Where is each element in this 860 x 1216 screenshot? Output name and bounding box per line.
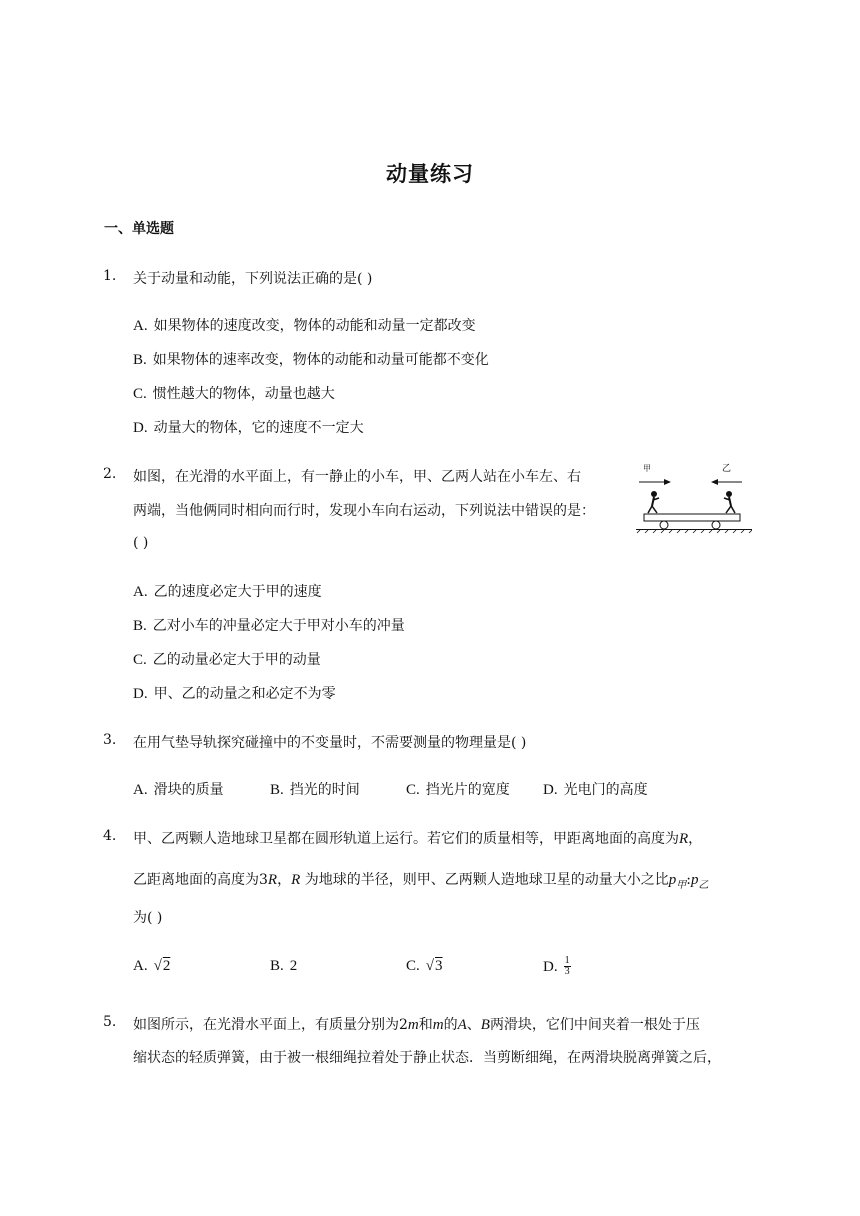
stem-text: 、 xyxy=(466,1017,481,1033)
stem-text: ， xyxy=(277,872,292,888)
question-stem: 在用气垫导轨探究碰撞中的不变量时，不需要测量的物理量是( ) xyxy=(133,735,527,751)
option-a xyxy=(133,581,322,601)
option-b xyxy=(133,349,489,369)
wheel-right xyxy=(712,521,720,529)
option-d xyxy=(543,779,648,799)
question-stem-line xyxy=(133,869,708,891)
page-title: 动量练习 xyxy=(386,162,474,186)
variable-m: m xyxy=(432,1017,444,1033)
option-text: 2 xyxy=(289,958,298,974)
option-text: 如果物体的速度改变，物体的动能和动量一定都改变 xyxy=(153,318,476,334)
option-label: B. xyxy=(133,352,147,368)
option-label: B. xyxy=(270,782,284,798)
fraction-denominator: 3 xyxy=(564,966,570,977)
option-label: A. xyxy=(133,318,148,334)
ratio-colon: : xyxy=(686,872,691,888)
option-c xyxy=(406,958,443,975)
variable-r: R xyxy=(679,831,689,847)
variable-r: R xyxy=(291,872,301,888)
question-stem-line: ( ) xyxy=(133,535,149,551)
option-label: D. xyxy=(133,686,148,702)
question-stem-line: 如图，在光滑的水平面上，有一静止的小车，甲、乙两人站在小车左、右 xyxy=(133,469,581,485)
cart-diagram xyxy=(636,462,752,534)
variable-r: R xyxy=(267,872,278,888)
variable-p: p xyxy=(668,872,677,888)
option-b xyxy=(270,779,360,799)
stem-text: 如图所示，在光滑水平面上，有质量分别为2 xyxy=(133,1017,408,1033)
ground-hatching xyxy=(637,530,752,533)
fraction xyxy=(564,956,571,977)
question-stem-line: 为( ) xyxy=(133,910,163,926)
subscript-jia: 甲 xyxy=(676,879,687,891)
option-label: B. xyxy=(133,618,147,634)
question-number: 5. xyxy=(103,1014,117,1030)
option-label: C. xyxy=(133,386,147,402)
subscript-yi: 乙 xyxy=(698,879,709,891)
option-c xyxy=(133,383,335,403)
option-d xyxy=(133,417,364,437)
section-heading: 一、单选题 xyxy=(104,221,174,237)
option-c xyxy=(133,649,321,669)
variable-b: B xyxy=(480,1017,490,1033)
figure-label-left: 甲 xyxy=(643,464,651,473)
sqrt-expression: √3 xyxy=(425,958,443,974)
variable-p: p xyxy=(690,872,699,888)
person-right-icon xyxy=(724,491,735,513)
stem-text: 为地球的半径，则甲、乙两颗人造地球卫星的动量大小之比 xyxy=(304,872,669,888)
variable-m: m xyxy=(407,1017,419,1033)
option-text: 如果物体的速率改变，物体的动能和动量可能都不变化 xyxy=(152,352,489,368)
arrow-right-icon xyxy=(639,479,671,485)
option-label: D. xyxy=(543,958,558,975)
question-number: 2. xyxy=(103,466,117,482)
option-text: 滑块的质量 xyxy=(153,782,224,798)
wheel-left xyxy=(660,521,668,529)
option-label: C. xyxy=(406,958,420,974)
variable-a: A xyxy=(457,1017,467,1033)
option-text: 甲、乙的动量之和必定不为零 xyxy=(153,686,336,702)
question-stem-line xyxy=(133,1014,700,1034)
question-stem: 关于动量和动能，下列说法正确的是( ) xyxy=(133,271,373,287)
option-text: 乙的动量必定大于甲的动量 xyxy=(152,652,321,668)
option-label: C. xyxy=(133,652,147,668)
stem-text: 的 xyxy=(443,1017,458,1033)
option-label: A. xyxy=(133,584,148,600)
option-a xyxy=(133,779,224,799)
question-stem-line: 缩状态的轻质弹簧，由于被一根细绳拉着处于静止状态．当剪断细绳，在两滑块脱离弹簧之后， xyxy=(133,1050,721,1066)
arrow-left-icon xyxy=(711,479,742,485)
option-a xyxy=(133,958,170,975)
question-number: 1. xyxy=(103,268,117,284)
question-number: 3. xyxy=(103,732,117,748)
option-label: A. xyxy=(133,958,148,974)
fraction-numerator: 1 xyxy=(564,955,570,966)
stem-text: ， xyxy=(688,831,703,847)
radicand: 3 xyxy=(435,958,443,974)
option-text: 乙对小车的冲量必定大于甲对小车的冲量 xyxy=(152,618,405,634)
option-label: C. xyxy=(406,782,420,798)
option-text: 挡光的时间 xyxy=(289,782,360,798)
option-c xyxy=(406,779,510,799)
option-text: 乙的速度必定大于甲的速度 xyxy=(153,584,322,600)
question-number: 4. xyxy=(103,828,117,844)
person-left-icon xyxy=(648,491,659,513)
figure-label-right: 乙 xyxy=(722,464,732,474)
option-text: 光电门的高度 xyxy=(563,782,648,798)
option-text: 惯性越大的物体，动量也越大 xyxy=(152,386,335,402)
option-text: 动量大的物体，它的速度不一定大 xyxy=(153,420,364,436)
option-label: A. xyxy=(133,782,148,798)
option-d xyxy=(543,956,571,977)
sqrt-expression: √2 xyxy=(153,958,171,974)
question-stem-line: 两端，当他俩同时相向而行时，发现小车向右运动，下列说法中错误的是： xyxy=(133,503,595,519)
option-label: B. xyxy=(270,958,284,974)
question-stem-line xyxy=(133,828,702,848)
option-label: D. xyxy=(133,420,148,436)
option-label: D. xyxy=(543,782,558,798)
option-d xyxy=(133,683,336,703)
stem-text: 甲、乙两颗人造地球卫星都在圆形轨道上运行。若它们的质量相等，甲距离地面的高度为 xyxy=(133,831,679,847)
cart-body xyxy=(644,514,740,521)
stem-text: 和 xyxy=(418,1017,433,1033)
stem-text: 乙距离地面的高度为3 xyxy=(133,872,268,888)
stem-text: 两滑块，它们中间夹着一根处于压 xyxy=(489,1017,700,1033)
option-b xyxy=(133,615,405,635)
radicand: 2 xyxy=(162,958,171,974)
option-a xyxy=(133,315,476,335)
option-text: 挡光片的宽度 xyxy=(425,782,510,798)
option-b xyxy=(270,958,297,975)
cart-figure xyxy=(636,462,752,538)
